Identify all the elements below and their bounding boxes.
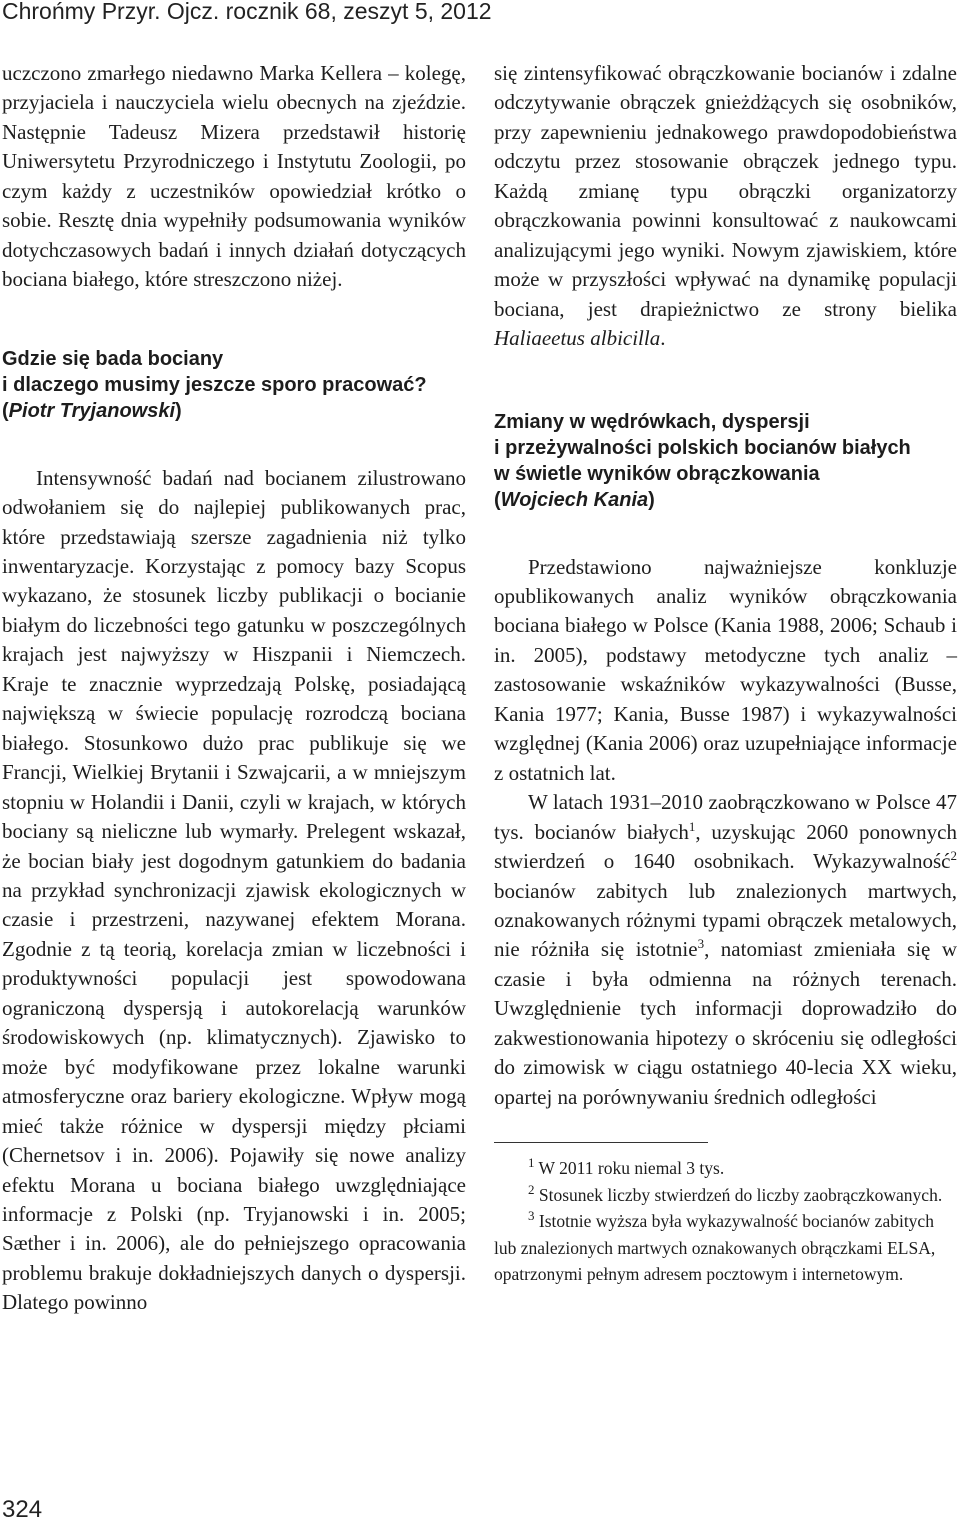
text-d: , natomiast zmieniała się w czasie i była odmienna na różnych terenach. Uwzględnienie tych informacji doprowadziło do zakwestionowania hipotezy o skróceniu się odległości do zimowisk w ciągu ostatniego 40-lecia XX wieku, opartej na porównywaniu średnich odległości <box>494 937 957 1109</box>
footnote-ref-2[interactable]: 2 <box>950 848 957 864</box>
paren-open: ( <box>2 399 9 422</box>
body-paragraph: Intensywność badań nad bocianem zilustrowano odwołaniem się do najlepiej publikowanych prac, które przedstawiają szersze zagadnienia niż tylko inwentaryzacje. Korzystając z pomocy bazy Scopus wykazano, że stosunek liczby publikacji o bocianie białym do liczebności tego gatunku w poszczególnych krajach jest najwyższy w Hiszpanii i Niemczech. Kraje te znacznie wyprzedzają Polskę, posiadającą największą w świecie populację rozrodczą bociana białego. Stosunkowo dużo prac publikuje się we Francji, Wielkiej Brytanii i Szwajcarii, a w mniejszym stopniu w Holandii i Danii, czyli w krajach, w których bociany są nieliczne lub wymarły. Prelegent wskazał, że bocian biały jest dogodnym gatunkiem do badania na przykład synchronizacji zjawisk ekologicznych w czasie i przestrzeni, nazywanej efektem Morana. Zgodnie z tą teorią, korelacja zmian w liczebności i produktywności populacji jest spowodowana ograniczoną dyspersją i autokorelacją warunków środowiskowych (np. klimatycznych). Zjawisko to może być modyfikowane przez lokalne warunki atmosferyczne oraz bariery ekologiczne. Wpływ mogą mieć także różnice w dyspersji między płciami (Chernetsov i in. 2006). Pojawiły się nowe analizy efektu Morana u bociana białego uwzględniające informacje z Polski (np. Tryjanowski i in. 2005; Sæther i in. 2006), ale do pełniejszego opracowania problemu brakuje dokładniejszych danych o dyspersji. Dlatego powinno <box>2 465 466 1315</box>
paragraph-conclusions: Przedstawiono najważniejsze konkluzje opublikowanych analiz wyników obrączkowania bociana białego w Polsce (Kania 1988, 2006; Schaub i in. 2005), podstawy metodyczne tych analiz – zastosowanie wskaźników wykazywalności (Busse, Kania 1977; Kania, Busse 1987) i wykazywalności względnej (Kania 2006) oraz uzupełniające informacje z ostatnich lat. <box>494 554 957 785</box>
text-a: W latach 1931–2010 zaobrączkowano w Polsce 47 tys. bocianów białych <box>494 790 957 844</box>
intro-paragraph-right <box>494 59 957 354</box>
right-column <box>494 59 957 1288</box>
heading-line-1: Gdzie się bada bociany <box>2 347 224 370</box>
footnote-text: W 2011 roku niemal 3 tys. <box>534 1158 725 1179</box>
footnote-ref-1[interactable]: 1 <box>688 818 696 834</box>
text-b: , uzyskując 2060 ponownych stwierdzeń o 1640 osobnikach. Wykazywalność <box>494 819 957 874</box>
paren-close: ) <box>648 488 655 511</box>
footnotes <box>494 1155 957 1288</box>
intro-paragraph: uczczono zmarłego niedawno Marka Kellera – kolegę, przyjaciela i nauczyciela wielu obecnych na zjeździe. Następnie Tadeusz Mizera przedstawił historię Uniwersytetu Przyrodniczego i Instytutu Zoologii, po czym każdy z uczestników opowiedział krótko o sobie. Resztę dnia wypełniły podsumowania wyników dotychczasowych badań i innych działań dotyczących bociana białego, które streszczono niżej. <box>2 61 466 292</box>
heading-line-2: i przeżywalności polskich bocianów białych <box>494 436 911 459</box>
footnote-1 <box>494 1155 957 1182</box>
page-number: 324 <box>2 1496 43 1523</box>
footnote-3 <box>494 1208 957 1288</box>
footnote-ref-3[interactable]: 3 <box>697 936 705 952</box>
heading-line-3: w świetle wyników obrączkowania <box>494 462 820 485</box>
text-c: bocianów zabitych lub znalezionych martwych, oznakowanych różnymi typami obrączek metalowych, nie różniła się istotnie <box>494 878 957 962</box>
footnote-mark: 3 <box>528 1208 535 1224</box>
species-name: Haliaeetus albicilla <box>494 326 661 351</box>
footnote-mark: 1 <box>528 1155 535 1171</box>
section-heading-1 <box>2 346 466 424</box>
intro-text: się zintensyfikować obrączkowanie bocianów i zdalne odczytywanie obrączek gnieżdżących się osobników, przy zapewnieniu jednakowego prawdopodobieństwa odczytu przez stosowanie obrączek jednego typu. Każdą zmianę typu obrączki organizatorzy obrączkowania powinni konsultować z naukowcami analizującymi jego wyniki. Nowym zjawiskiem, które może w przyszłości wpływać na dynamikę populacji bociana, jest drapieżnictwo ze strony bielika <box>494 61 957 321</box>
left-column <box>2 59 466 1318</box>
author-name: Piotr Tryjanowski <box>8 399 176 422</box>
footnote-mark: 2 <box>528 1181 535 1197</box>
paren-close: ) <box>175 399 182 422</box>
intro-end: . <box>660 326 666 351</box>
paragraph-ringing <box>494 788 957 1112</box>
footnote-2 <box>494 1182 957 1209</box>
section-heading-2 <box>494 409 957 513</box>
footnote-text: Stosunek liczby stwierdzeń do liczby zaobrączkowanych. <box>534 1184 943 1205</box>
footnote-text: Istotnie wyższa była wykazywalność bocianów zabitych lub znalezionych martwych oznakowanych obrączkami ELSA, opatrzonymi pełnym adresem pocztowym i internetowym. <box>494 1211 936 1285</box>
paren-open: ( <box>494 488 501 511</box>
author-name: Wojciech Kania <box>500 488 649 511</box>
heading-line-2: i dlaczego musimy jeszcze sporo pracować? <box>2 373 427 396</box>
running-header: Chrońmy Przyr. Ojcz. rocznik 68, zeszyt 5, 2012 <box>2 0 492 24</box>
heading-line-1: Zmiany w wędrówkach, dyspersji <box>494 410 810 433</box>
